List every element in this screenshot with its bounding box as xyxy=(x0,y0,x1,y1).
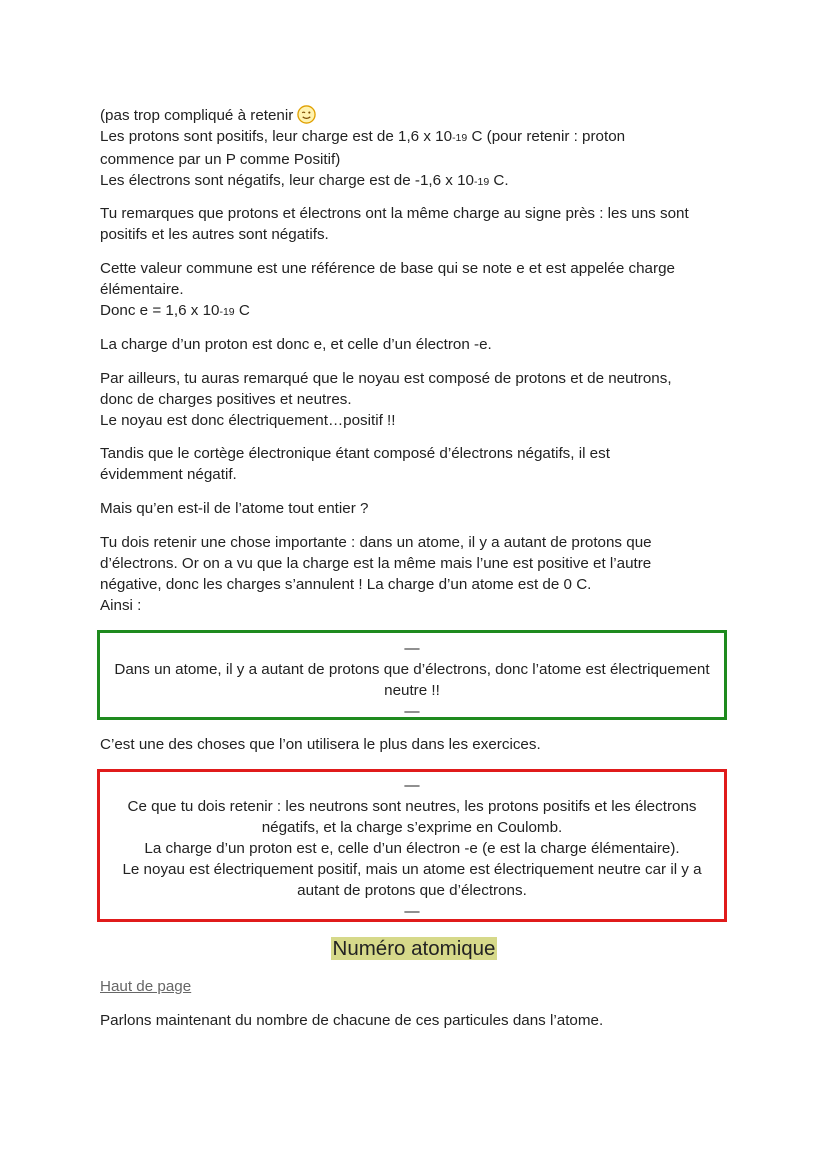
paragraph-electron-cloud xyxy=(100,443,740,485)
back-to-top-link[interactable]: Haut de page xyxy=(100,978,192,995)
text-line xyxy=(100,126,740,149)
text-line: positifs et les autres sont négatifs. xyxy=(100,226,329,243)
text-line: La charge d’un proton est donc e, et celle d’un électron -e. xyxy=(100,336,492,353)
text-fragment: C. xyxy=(489,172,509,189)
text-line: Dans un atome, il y a autant de protons que d’électrons, donc l’atome est électriquement xyxy=(114,661,710,678)
text-line: Ainsi : xyxy=(100,597,142,614)
box-dash: — xyxy=(404,777,420,794)
text-fragment: C (pour retenir : proton xyxy=(467,128,626,145)
text-line: donc de charges positives et neutres. xyxy=(100,391,352,408)
text-fragment: Les protons sont positifs, leur charge est de 1,6 x 10 xyxy=(100,128,453,145)
text-fragment: C xyxy=(234,302,250,319)
text-line: Mais qu’en est-il de l’atome tout entier ? xyxy=(100,500,369,517)
paragraph-atom-neutral xyxy=(100,532,740,616)
box-dash: — xyxy=(404,903,420,920)
exponent: -19 xyxy=(219,306,235,318)
text-fragment: (pas trop compliqué à retenir xyxy=(100,107,294,124)
text-line: neutre !! xyxy=(384,682,440,699)
text-line: négatifs, et la charge s’exprime en Coulomb. xyxy=(261,819,563,836)
box-dash: — xyxy=(404,640,420,657)
key-fact-box xyxy=(97,630,727,720)
text-line xyxy=(100,105,740,126)
text-line xyxy=(100,170,740,193)
paragraph-proton-electron-charge xyxy=(100,334,740,355)
text-line: Tu dois retenir une chose importante : dans un atome, il y a autant de protons que xyxy=(100,534,652,551)
paragraph-nucleus xyxy=(100,368,740,431)
paragraph-exercises xyxy=(100,734,740,755)
paragraph-question xyxy=(100,498,740,519)
summary-box xyxy=(97,769,727,922)
paragraph-same-charge xyxy=(100,203,740,245)
section-heading xyxy=(0,936,828,962)
text-line: élémentaire. xyxy=(100,281,184,298)
text-line: évidemment négatif. xyxy=(100,466,237,483)
box-dash: — xyxy=(404,703,420,720)
text-line: C’est une des choses que l’on utilisera le plus dans les exercices. xyxy=(100,736,541,753)
text-line: Tu remarques que protons et électrons ont la même charge au signe près : les uns sont xyxy=(100,205,689,222)
text-line: Parlons maintenant du nombre de chacune de ces particules dans l’atome. xyxy=(100,1012,604,1029)
exponent: -19 xyxy=(452,132,468,144)
text-line: autant de protons que d’électrons. xyxy=(297,882,527,899)
text-line: Cette valeur commune est une référence de base qui se note e et est appelée charge xyxy=(100,260,675,277)
text-line: commence par un P comme Positif) xyxy=(100,151,341,168)
text-fragment: Les électrons sont négatifs, leur charge est de -1,6 x 10 xyxy=(100,172,474,189)
text-line xyxy=(100,300,740,323)
text-fragment: Donc e = 1,6 x 10 xyxy=(100,302,220,319)
section-heading-text: Numéro atomique xyxy=(332,937,496,960)
text-line: Le noyau est électriquement positif, mais un atome est électriquement neutre car il y a xyxy=(122,861,702,878)
text-line: Le noyau est donc électriquement…positif !! xyxy=(100,412,396,429)
text-line: La charge d’un proton est e, celle d’un électron -e (e est la charge élémentaire). xyxy=(144,840,680,857)
paragraph-charges xyxy=(100,105,740,193)
text-line: d’électrons. Or on a vu que la charge est la même mais l’une est positive et l’autre xyxy=(100,555,652,572)
paragraph-elementary-charge xyxy=(100,258,740,323)
text-line: Par ailleurs, tu auras remarqué que le noyau est composé de protons et de neutrons, xyxy=(100,370,672,387)
paragraph-particle-count xyxy=(100,1010,740,1031)
text-line: Tandis que le cortège électronique étant composé d’électrons négatifs, il est xyxy=(100,445,610,462)
text-line: négative, donc les charges s’annulent ! La charge d’un atome est de 0 C. xyxy=(100,576,592,593)
exponent: -19 xyxy=(474,176,490,188)
text-line: Ce que tu dois retenir : les neutrons sont neutres, les protons positifs et les électrons xyxy=(127,798,697,815)
winking-smiley-icon xyxy=(297,105,316,124)
